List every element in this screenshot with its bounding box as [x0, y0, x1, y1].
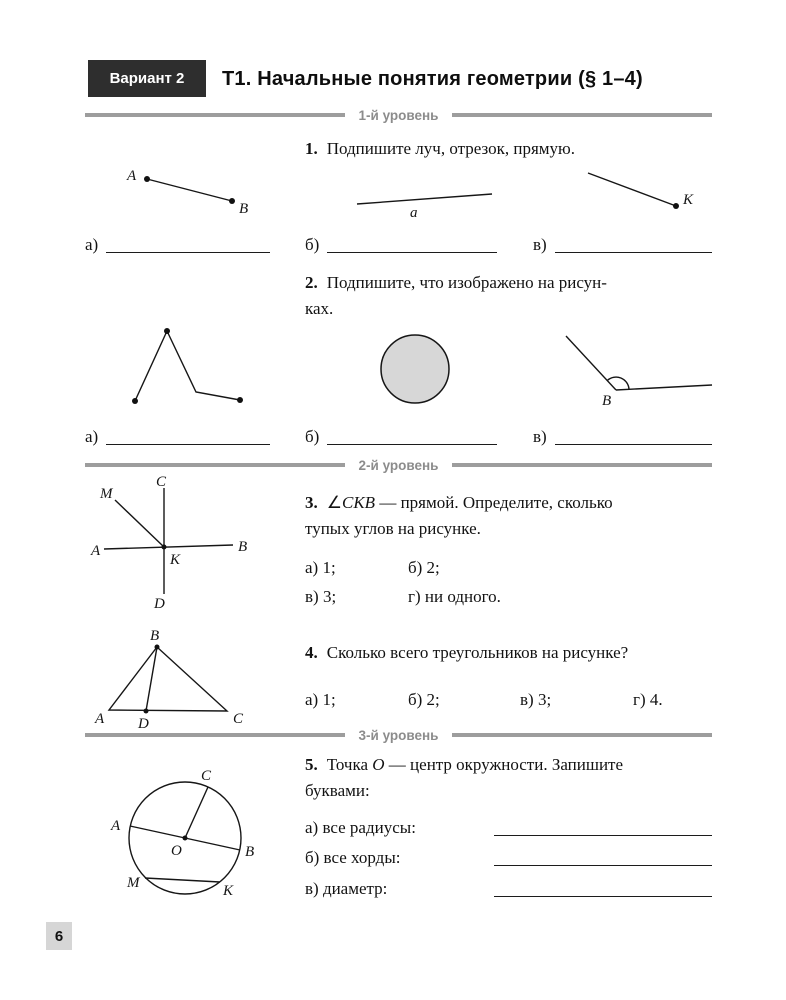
answer-blank[interactable]	[494, 883, 712, 897]
task5-item-radii-label: а) все радиусы:	[305, 818, 416, 837]
label-M: M	[100, 486, 113, 502]
answer-blank[interactable]	[555, 239, 712, 253]
point-K	[673, 203, 679, 209]
task1-figure-ray	[578, 158, 708, 214]
point-B	[155, 645, 160, 650]
task2-figure-angle	[552, 326, 724, 408]
task1-figure-line	[352, 183, 500, 221]
label-B: B	[239, 201, 249, 217]
task1-prompt: Подпишите луч, отрезок, прямую.	[326, 139, 575, 158]
label-K: K	[683, 192, 694, 208]
divider-bar	[452, 113, 712, 117]
task5-line2	[305, 778, 717, 804]
task5-number: 5.	[305, 755, 318, 774]
label-C: C	[201, 768, 212, 784]
task5-item-chords	[305, 845, 712, 869]
label-B: B	[150, 628, 160, 644]
variant-badge	[88, 60, 206, 97]
filled-circle	[381, 335, 449, 403]
level-2-divider	[85, 456, 712, 474]
answer-blank[interactable]	[494, 822, 712, 836]
task5-item-radii	[305, 815, 712, 839]
task3-line2	[305, 516, 717, 542]
task3-prompt-line1: — прямой. Определите, сколько	[379, 493, 613, 512]
task3-text	[305, 490, 717, 542]
label-B: B	[602, 393, 612, 408]
task5-item-chords-label: б) все хорды:	[305, 848, 401, 867]
label-K: K	[170, 552, 181, 568]
task5-prompt-rest: — центр окружности. Запишите	[388, 755, 624, 774]
label-O: O	[171, 843, 182, 859]
task2-answer-b	[305, 424, 497, 448]
answer-blank[interactable]	[106, 239, 270, 253]
segment-BD	[146, 647, 157, 711]
label-A: A	[95, 711, 105, 727]
task5-point-O: O	[372, 755, 385, 774]
level-1-label: 1-й уровень	[358, 107, 439, 123]
level-2-label: 2-й уровень	[358, 457, 439, 473]
level-1-divider	[85, 106, 712, 124]
task3-option-g: г) ни одного.	[408, 587, 501, 606]
answer-label-v: в)	[533, 427, 547, 446]
task4-option-a: а) 1;	[305, 690, 336, 709]
task2-prompt-line1: Подпишите, что изображено на рисун-	[326, 273, 607, 292]
answer-label-a: а)	[85, 235, 99, 254]
point-K	[162, 545, 167, 550]
task2-line2	[305, 296, 717, 322]
task1-answer-v	[533, 232, 712, 256]
answer-blank[interactable]	[494, 852, 712, 866]
ray-KM	[115, 500, 164, 547]
variant-label: Вариант 2	[109, 70, 185, 87]
label-M: M	[127, 875, 140, 891]
point-A	[144, 176, 150, 182]
page-title: Т1. Начальные понятия геометрии (§ 1–4)	[222, 68, 643, 90]
divider-bar	[452, 463, 712, 467]
task3-angle-name: CKB	[342, 493, 376, 512]
task1-answer-a	[85, 232, 270, 256]
answer-blank[interactable]	[555, 431, 712, 445]
polyline-point-2	[164, 328, 170, 334]
label-a: a	[410, 205, 418, 221]
task5-line1	[305, 752, 717, 778]
angle-symbol: ∠	[326, 493, 342, 512]
answer-blank[interactable]	[106, 431, 270, 445]
angle-ray-up	[566, 336, 616, 390]
polyline-point-1	[132, 398, 138, 404]
task3-line1	[305, 490, 717, 516]
divider-bar	[85, 113, 345, 117]
label-D: D	[154, 596, 165, 610]
label-K: K	[223, 883, 234, 899]
label-B: B	[238, 539, 248, 555]
task2-answer-v	[533, 424, 712, 448]
segment-AB-line	[147, 179, 232, 201]
answer-label-b: б)	[305, 235, 320, 254]
point-O	[183, 836, 188, 841]
line-a	[357, 194, 492, 204]
task2-line1	[305, 270, 717, 296]
task4-option-b: б) 2;	[408, 690, 440, 709]
answer-blank[interactable]	[327, 431, 497, 445]
task4-number: 4.	[305, 643, 318, 662]
task3-option-a: а) 1;	[305, 558, 336, 577]
task2-prompt-line2: ках.	[305, 299, 334, 318]
point-D	[144, 709, 149, 714]
task4-option-g: г) 4.	[633, 690, 663, 709]
task5-item-diameter	[305, 876, 712, 900]
task4-text	[305, 640, 717, 666]
answer-label-a: а)	[85, 427, 99, 446]
page-number	[46, 922, 72, 950]
divider-bar	[85, 463, 345, 467]
answer-label-v: в)	[533, 235, 547, 254]
answer-blank[interactable]	[327, 239, 497, 253]
line-AB	[104, 545, 233, 549]
level-3-divider	[85, 726, 712, 744]
task2-answer-a	[85, 424, 270, 448]
task4-prompt: Сколько всего треугольников на рисунке?	[326, 643, 629, 662]
label-A: A	[91, 543, 101, 559]
task3-prompt-line2: тупых углов на рисунке.	[305, 519, 481, 538]
task2-figure-circle	[377, 331, 453, 407]
triangle-ABC	[109, 647, 227, 711]
task2-text	[305, 270, 717, 322]
task4-option-v: в) 3;	[520, 690, 552, 709]
task5-figure-circle	[103, 752, 283, 904]
label-C: C	[233, 711, 244, 727]
task5-item-diameter-label: в) диаметр:	[305, 879, 388, 898]
task2-figure-polyline	[120, 316, 255, 411]
task5-text	[305, 752, 717, 804]
task1-figure-segment	[118, 160, 263, 218]
task4-figure-triangle	[90, 626, 250, 730]
task3-number: 3.	[305, 493, 318, 512]
label-A: A	[127, 168, 137, 184]
polyline-point-3	[237, 397, 243, 403]
page-number-value: 6	[54, 927, 64, 945]
task3-figure-lines	[90, 474, 260, 610]
label-A: A	[111, 818, 121, 834]
point-B	[229, 198, 235, 204]
answer-label-b: б)	[305, 427, 320, 446]
task3-option-b: б) 2;	[408, 558, 440, 577]
chord-MK	[145, 878, 220, 882]
level-3-label: 3-й уровень	[358, 727, 439, 743]
angle-ray-right	[616, 385, 712, 390]
divider-bar	[452, 733, 712, 737]
radius-OC	[185, 787, 208, 838]
label-B: B	[245, 844, 255, 860]
broken-line	[135, 331, 240, 401]
ray-K-line	[588, 173, 676, 206]
label-D: D	[138, 716, 149, 730]
task3-option-v: в) 3;	[305, 587, 337, 606]
divider-bar	[85, 733, 345, 737]
task5-prompt-prefix: Точка	[326, 755, 369, 774]
task2-number: 2.	[305, 273, 318, 292]
task5-prompt-line2: буквами:	[305, 781, 370, 800]
label-C: C	[156, 474, 167, 490]
task1-answer-b	[305, 232, 497, 256]
task1-number: 1.	[305, 139, 318, 158]
